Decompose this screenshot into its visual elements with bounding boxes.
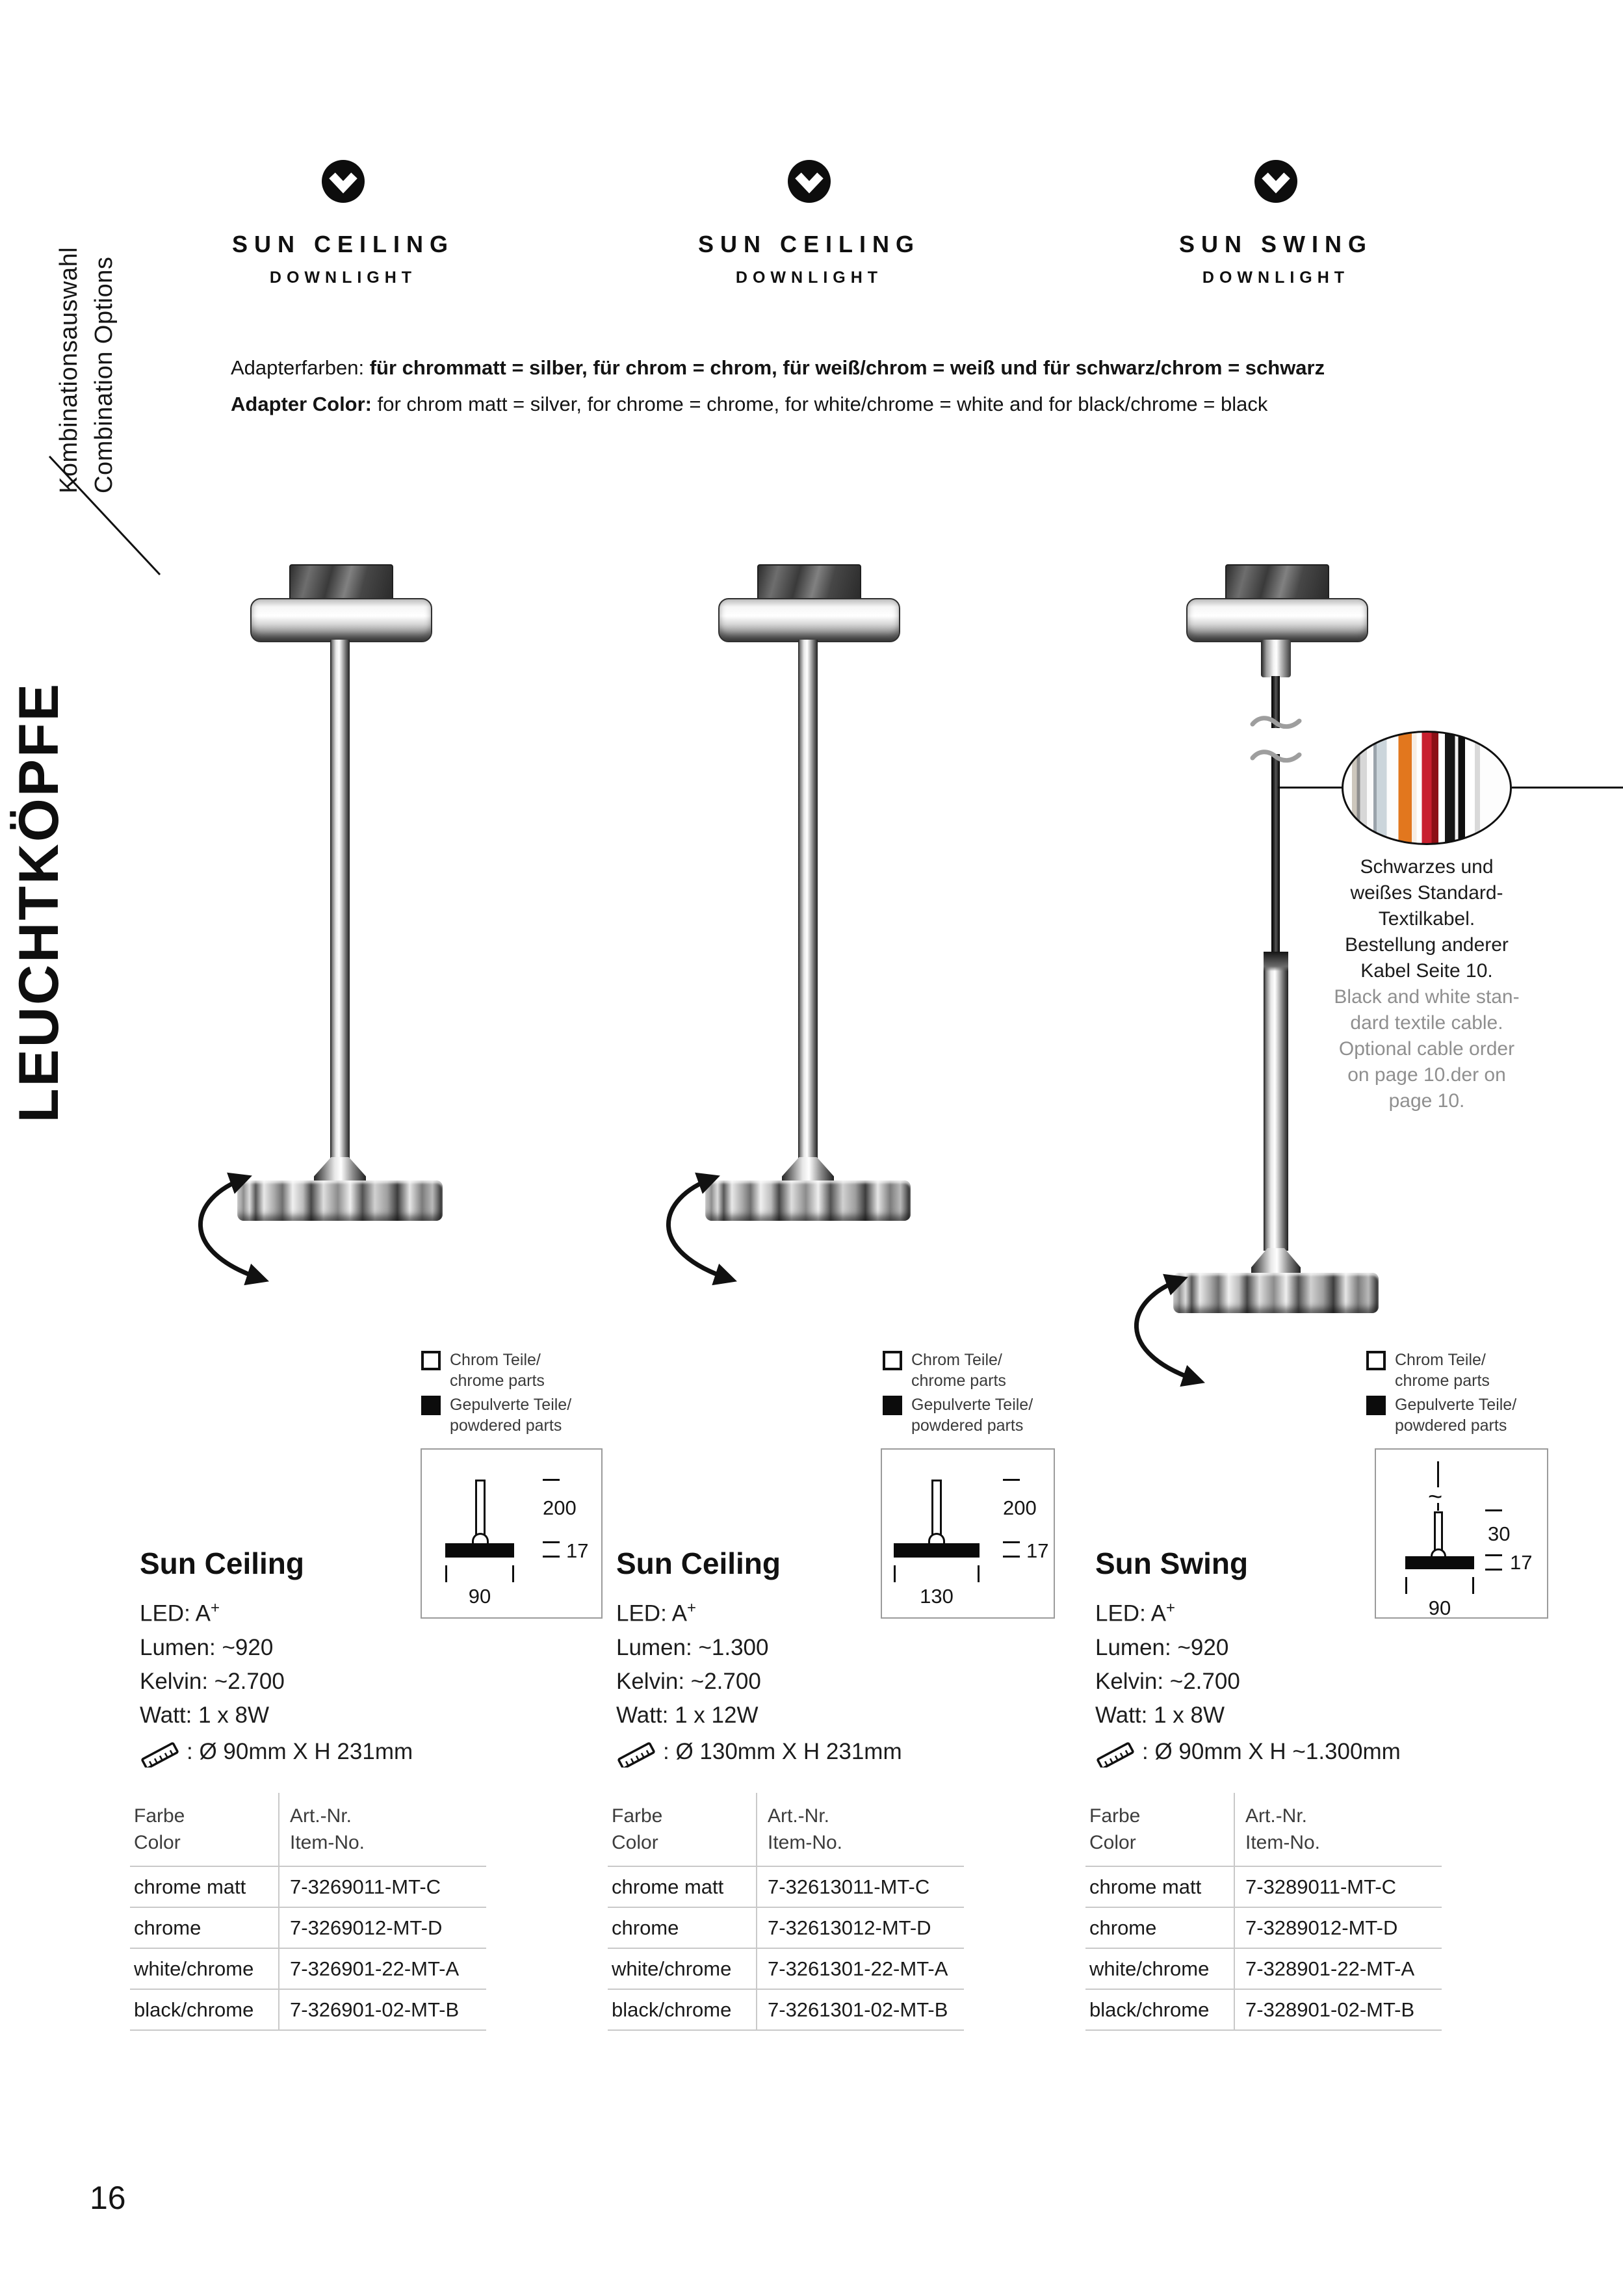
callout-line xyxy=(1512,787,1623,789)
table-row: chrome 7-3269012-MT-D xyxy=(130,1908,486,1949)
table-row: chrome 7-32613012-MT-D xyxy=(608,1908,964,1949)
diagram-break-tilde: ~ xyxy=(1428,1483,1443,1511)
spec-lumen: Lumen: ~1.300 xyxy=(616,1634,769,1660)
page-number: 16 xyxy=(90,2180,126,2216)
table-row: chrome matt 7-3269011-MT-C xyxy=(130,1867,486,1908)
column-subtitle: DOWNLIGHT xyxy=(269,268,417,287)
ruler-icon xyxy=(140,1736,180,1768)
column-title: SUN SWING xyxy=(1178,231,1373,257)
powdered-parts-swatch xyxy=(883,1396,902,1415)
spec-led: LED: A+ xyxy=(616,1599,696,1626)
chevron-down-icon xyxy=(1254,160,1297,203)
dim-stem-height: 200 xyxy=(543,1496,577,1519)
column-title: SUN CEILING xyxy=(697,231,920,257)
cable-adapter-cylinder xyxy=(1261,640,1291,677)
dim-disc-width: 90 xyxy=(468,1585,491,1608)
adapter-color-note xyxy=(231,350,1325,423)
ceiling-plate xyxy=(250,598,432,642)
column-header-sun-ceiling-130 xyxy=(582,160,1037,287)
table-header: Farbe Color Art.-Nr. Item-No. xyxy=(608,1793,964,1867)
dim-stem-height: 30 xyxy=(1488,1522,1511,1545)
column-header-sun-ceiling-90 xyxy=(116,160,571,287)
sidebar-kicker-en: Combination Options xyxy=(90,256,118,493)
break-tilde-icon xyxy=(1249,715,1303,729)
chevron-down-icon xyxy=(788,160,831,203)
diagonal-divider-line xyxy=(44,450,168,583)
bell-connector xyxy=(1251,1248,1301,1273)
cable-color-detail-circle xyxy=(1342,731,1512,845)
powdered-parts-swatch xyxy=(1366,1396,1386,1415)
column-subtitle: DOWNLIGHT xyxy=(735,268,883,287)
dim-stem-height: 200 xyxy=(1003,1496,1037,1519)
spec-watt: Watt: 1 x 12W xyxy=(616,1702,759,1728)
product-specs-sun-ceiling-90 xyxy=(140,1546,543,1768)
dim-disc-height: 17 xyxy=(1510,1551,1533,1574)
table-row: chrome 7-3289012-MT-D xyxy=(1085,1908,1442,1949)
dim-disc-height: 17 xyxy=(1026,1539,1049,1562)
spec-kelvin: Kelvin: ~2.700 xyxy=(1095,1668,1240,1694)
spec-size: : Ø 90mm X H ~1.300mm xyxy=(1095,1736,1498,1768)
break-tilde-icon xyxy=(1249,749,1303,763)
powdered-parts-swatch xyxy=(421,1396,441,1415)
table-column-divider xyxy=(278,1793,279,2031)
spec-kelvin: Kelvin: ~2.700 xyxy=(616,1668,761,1694)
table-column-divider xyxy=(756,1793,757,2031)
chrome-parts-swatch xyxy=(1366,1351,1386,1370)
cable-note xyxy=(1303,854,1550,1114)
spec-lumen: Lumen: ~920 xyxy=(1095,1634,1229,1660)
spec-lumen: Lumen: ~920 xyxy=(140,1634,274,1660)
cable-note-en: Black and white stan- dard textile cable. Optional cable order on page 10.der on page 10. xyxy=(1334,986,1520,1112)
diagram-cable xyxy=(1437,1503,1439,1511)
callout-line xyxy=(1278,787,1342,789)
parts-legend: Chrom Teile/ chrome parts Gepulverte Teile/ powdered parts xyxy=(421,1350,623,1439)
spec-size: : Ø 130mm X H 231mm xyxy=(616,1736,1019,1768)
parts-legend: Chrom Teile/ chrome parts Gepulverte Teile/ powdered parts xyxy=(883,1350,1084,1439)
ruler-icon xyxy=(616,1736,656,1768)
cable-note-de: Schwarzes und weißes Standard- Textilkabel. Bestellung anderer Kabel Seite 10. xyxy=(1345,856,1509,982)
spec-led: LED: A+ xyxy=(140,1599,220,1626)
rotation-arrow-icon xyxy=(1104,1269,1221,1392)
table-row: white/chrome 7-328901-22-MT-A xyxy=(1085,1949,1442,1990)
spec-watt: Watt: 1 x 8W xyxy=(140,1702,270,1728)
chrome-parts-swatch xyxy=(883,1351,902,1370)
adapter-note-de: Adapterfarben: für chrommatt = silber, für chrom = chrom, für weiß/chrom = weiß und für schwarz/chrom = schwarz xyxy=(231,356,1325,379)
ceiling-plate xyxy=(1186,598,1368,642)
table-column-divider xyxy=(1234,1793,1235,2031)
ceiling-plate xyxy=(718,598,900,642)
adapter-note-en: Adapter Color: for chrom matt = silver, for chrome = chrome, for white/chrome = white and for black/chrome = black xyxy=(231,393,1268,415)
dim-disc-width: 130 xyxy=(920,1585,954,1608)
product-name: Sun Ceiling xyxy=(616,1546,781,1580)
diagram-joint xyxy=(472,1533,489,1543)
column-title: SUN CEILING xyxy=(231,231,454,257)
chrome-parts-swatch xyxy=(421,1351,441,1370)
spec-kelvin: Kelvin: ~2.700 xyxy=(140,1668,285,1694)
sidebar-kicker-de: Kombinationsauswahl xyxy=(55,246,83,493)
ruler-icon xyxy=(1095,1736,1136,1768)
table-row: black/chrome 7-326901-02-MT-B xyxy=(130,1990,486,2031)
spec-led: LED: A+ xyxy=(1095,1599,1175,1626)
column-header-sun-swing xyxy=(1048,160,1503,287)
spec-watt: Watt: 1 x 8W xyxy=(1095,1702,1225,1728)
table-row: white/chrome 7-326901-22-MT-A xyxy=(130,1949,486,1990)
dim-disc-height: 17 xyxy=(566,1539,589,1562)
diagram-joint xyxy=(928,1533,945,1543)
bell-connector xyxy=(314,1157,366,1182)
diagram-stem xyxy=(931,1480,942,1537)
table-row: chrome matt 7-32613011-MT-C xyxy=(608,1867,964,1908)
table-row: white/chrome 7-3261301-22-MT-A xyxy=(608,1949,964,1990)
rotation-arrow-icon xyxy=(168,1168,285,1291)
dim-disc-width: 90 xyxy=(1428,1597,1451,1619)
chrome-tube xyxy=(1264,952,1288,1251)
spec-size: : Ø 90mm X H 231mm xyxy=(140,1736,543,1768)
diagram-stem xyxy=(475,1480,486,1537)
item-table-sun-ceiling-90 xyxy=(130,1793,486,2031)
product-name: Sun Ceiling xyxy=(140,1546,304,1580)
chevron-down-icon xyxy=(322,160,365,203)
table-row: chrome matt 7-3289011-MT-C xyxy=(1085,1867,1442,1908)
product-photo-sun-ceiling-90 xyxy=(236,564,444,1222)
item-table-sun-swing xyxy=(1085,1793,1442,2031)
product-specs-sun-swing xyxy=(1095,1546,1498,1768)
table-row: black/chrome 7-3261301-02-MT-B xyxy=(608,1990,964,2031)
column-subtitle: DOWNLIGHT xyxy=(1202,268,1350,287)
parts-legend: Chrom Teile/ chrome parts Gepulverte Teile/ powdered parts xyxy=(1366,1350,1568,1439)
item-table-sun-ceiling-130 xyxy=(608,1793,964,2031)
product-photo-sun-ceiling-130 xyxy=(704,564,912,1222)
page-title: LEUCHTKÖPFE xyxy=(8,682,70,1123)
bell-connector xyxy=(782,1157,834,1182)
product-specs-sun-ceiling-130 xyxy=(616,1546,1019,1768)
table-header: Farbe Color Art.-Nr. Item-No. xyxy=(1085,1793,1442,1867)
chrome-rod xyxy=(798,640,818,1160)
rotation-arrow-icon xyxy=(636,1168,753,1291)
product-name: Sun Swing xyxy=(1095,1546,1249,1580)
table-row: black/chrome 7-328901-02-MT-B xyxy=(1085,1990,1442,2031)
table-header: Farbe Color Art.-Nr. Item-No. xyxy=(130,1793,486,1867)
chrome-rod xyxy=(330,640,350,1160)
